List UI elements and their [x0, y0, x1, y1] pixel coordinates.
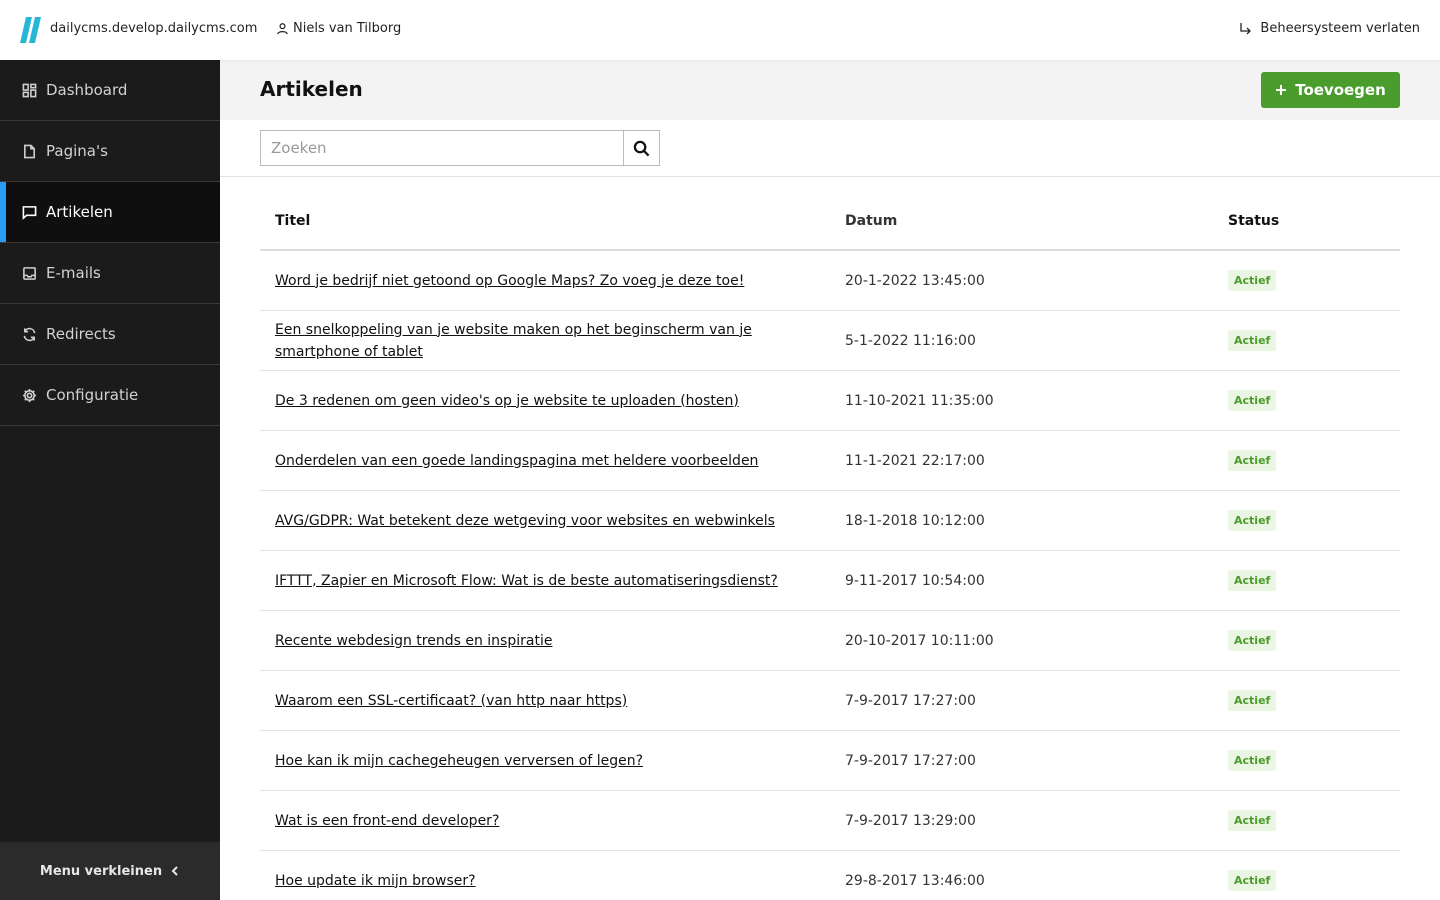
sidebar-item-label: Artikelen	[46, 203, 113, 221]
status-cell	[1228, 450, 1400, 471]
date-cell: 29-8-2017 13:46:00	[845, 872, 985, 889]
status-cell	[1228, 810, 1400, 831]
column-header-date[interactable]: Datum	[845, 212, 898, 229]
status-badge: Actief	[1228, 690, 1276, 711]
table-row	[260, 851, 1400, 900]
sidebar-item-label: Dashboard	[46, 81, 128, 99]
user-icon	[276, 22, 289, 35]
title-cell	[260, 510, 845, 532]
article-title-link[interactable]: Recente webdesign trends en inspiratie	[275, 632, 553, 649]
date-cell: 18-1-2018 10:12:00	[845, 512, 985, 529]
articles-table	[260, 192, 1400, 900]
status-badge: Actief	[1228, 810, 1276, 831]
sidebar-item-redirects[interactable]	[0, 304, 220, 365]
status-badge: Actief	[1228, 510, 1276, 531]
status-cell	[1228, 510, 1400, 531]
title-cell	[260, 570, 845, 592]
title-cell	[260, 630, 845, 652]
date-cell: 11-1-2021 22:17:00	[845, 452, 985, 469]
table-row	[260, 611, 1400, 671]
table-row	[260, 731, 1400, 791]
search-button[interactable]	[623, 130, 660, 166]
title-cell	[260, 750, 845, 772]
status-cell	[1228, 270, 1400, 291]
add-button-label: Toevoegen	[1295, 81, 1386, 99]
title-cell	[260, 870, 845, 892]
article-title-link[interactable]: IFTTT, Zapier en Microsoft Flow: Wat is de beste automatiseringsdienst?	[275, 572, 778, 589]
title-cell	[260, 810, 845, 832]
page-title: Artikelen	[260, 77, 363, 101]
plus-icon	[1275, 84, 1287, 96]
user-name: Niels van Tilborg	[293, 21, 402, 36]
status-cell	[1228, 570, 1400, 591]
status-cell	[1228, 330, 1400, 351]
sidebar	[0, 60, 220, 900]
article-title-link[interactable]: Hoe update ik mijn browser?	[275, 872, 476, 889]
collapse-menu-button[interactable]	[0, 842, 220, 900]
table-body	[260, 251, 1400, 900]
article-title-link[interactable]: AVG/GDPR: Wat betekent deze wetgeving voor websites en webwinkels	[275, 512, 775, 529]
date-cell: 7-9-2017 13:29:00	[845, 812, 976, 829]
refresh-icon	[22, 327, 37, 342]
date-cell: 7-9-2017 17:27:00	[845, 692, 976, 709]
table-row	[260, 551, 1400, 611]
date-cell: 20-1-2022 13:45:00	[845, 272, 985, 289]
title-cell	[260, 690, 845, 712]
article-title-link[interactable]: Word je bedrijf niet getoond op Google Maps? Zo voeg je deze toe!	[275, 272, 745, 289]
site-domain[interactable]: dailycms.develop.dailycms.com	[50, 21, 258, 36]
add-button[interactable]	[1261, 72, 1400, 108]
exit-arrow-icon	[1238, 22, 1252, 36]
status-cell	[1228, 630, 1400, 651]
table-row	[260, 251, 1400, 311]
search-input[interactable]	[260, 130, 624, 166]
date-cell: 20-10-2017 10:11:00	[845, 632, 994, 649]
chevron-left-icon	[170, 866, 180, 876]
article-title-link[interactable]: De 3 redenen om geen video's op je website te uploaden (hosten)	[275, 392, 739, 409]
status-cell	[1228, 750, 1400, 771]
table-row	[260, 311, 1400, 371]
leave-cms-link[interactable]	[1238, 21, 1420, 36]
title-cell	[260, 390, 845, 412]
title-cell	[260, 319, 845, 363]
status-badge: Actief	[1228, 330, 1276, 351]
table-row	[260, 371, 1400, 431]
top-bar	[0, 0, 1440, 60]
sidebar-item-pages[interactable]	[0, 121, 220, 182]
date-cell: 9-11-2017 10:54:00	[845, 572, 985, 589]
sidebar-item-dashboard[interactable]	[0, 60, 220, 121]
title-cell	[260, 450, 845, 472]
dailycms-logo-icon[interactable]	[20, 17, 46, 43]
status-badge: Actief	[1228, 630, 1276, 651]
sidebar-item-articles[interactable]	[0, 182, 220, 243]
collapse-menu-label: Menu verkleinen	[39, 863, 163, 879]
table-header	[260, 192, 1400, 251]
gear-icon	[22, 388, 37, 403]
current-user[interactable]	[276, 21, 401, 36]
status-badge: Actief	[1228, 270, 1276, 291]
status-badge: Actief	[1228, 390, 1276, 411]
date-cell: 7-9-2017 17:27:00	[845, 752, 976, 769]
sidebar-item-label: E-mails	[46, 264, 101, 282]
search-icon	[633, 140, 650, 157]
sidebar-item-emails[interactable]	[0, 243, 220, 304]
status-badge: Actief	[1228, 750, 1276, 771]
page-header	[220, 60, 1440, 120]
message-icon	[22, 205, 37, 220]
page-icon	[22, 144, 37, 159]
date-cell: 11-10-2021 11:35:00	[845, 392, 994, 409]
status-badge: Actief	[1228, 570, 1276, 591]
status-cell	[1228, 690, 1400, 711]
search-bar	[220, 120, 1440, 177]
article-title-link[interactable]: Hoe kan ik mijn cachegeheugen verversen of legen?	[275, 752, 644, 769]
inbox-icon	[22, 266, 37, 281]
table-row	[260, 491, 1400, 551]
article-title-link[interactable]: Onderdelen van een goede landingspagina met heldere voorbeelden	[275, 452, 759, 469]
status-badge: Actief	[1228, 870, 1276, 891]
column-header-title[interactable]: Titel	[275, 212, 311, 229]
table-row	[260, 671, 1400, 731]
table-row	[260, 431, 1400, 491]
article-title-link[interactable]: Een snelkoppeling van je website maken op het beginscherm van je smartphone of tablet	[275, 321, 752, 360]
status-cell	[1228, 390, 1400, 411]
sidebar-item-label: Configuratie	[46, 386, 139, 404]
article-title-link[interactable]: Wat is een front-end developer?	[275, 812, 500, 829]
date-cell: 5-1-2022 11:16:00	[845, 332, 976, 349]
article-title-link[interactable]: Waarom een SSL-certificaat? (van http naar https)	[275, 692, 628, 709]
column-header-status[interactable]: Status	[1228, 212, 1280, 229]
dashboard-icon	[22, 83, 37, 98]
sidebar-item-configuration[interactable]	[0, 365, 220, 426]
leave-cms-label: Beheersysteem verlaten	[1260, 21, 1420, 36]
status-cell	[1228, 870, 1400, 891]
title-cell	[260, 270, 845, 292]
table-row	[260, 791, 1400, 851]
sidebar-item-label: Pagina's	[46, 142, 108, 160]
sidebar-item-label: Redirects	[46, 325, 116, 343]
status-badge: Actief	[1228, 450, 1276, 471]
